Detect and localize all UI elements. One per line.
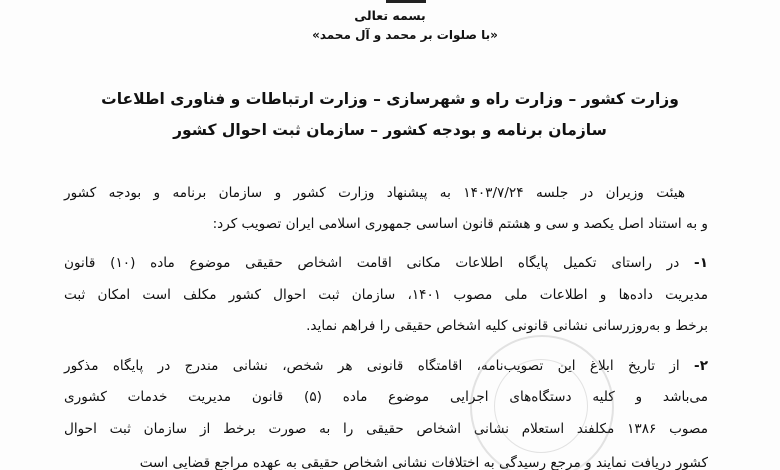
article-1-line-1	[64, 255, 708, 271]
invocation-heading: بسمه تعالی	[354, 8, 426, 23]
article-2-line-1	[64, 358, 708, 374]
article-2-line-2: می‌باشد و کلیه دستگاه‌های اجرایی موضوع ماده (۵) قانون مدیریت خدمات کشوری	[64, 389, 708, 405]
preamble-line-1: هیئت وزیران در جلسه ۱۴۰۳/۷/۲۴ به پیشنهاد وزارت کشور و سازمان برنامه و بودجه کشور	[64, 185, 685, 201]
addressee-line-1: وزارت کشور – وزارت راه و شهرسازی – وزارت ارتباطات و فناوری اطلاعات	[101, 90, 679, 108]
article-2-line-4: کشور دریافت نمایند و مرجع رسیدگی به اختلافات نشانی اشخاص حقیقی به عهده مراجع قضایی است	[139, 455, 708, 470]
article-1-number: ۱-	[694, 255, 709, 271]
article-2-number: ۲-	[694, 358, 708, 374]
article-1-line-2: مدیریت داده‌ها و اطلاعات ملی مصوب ۱۴۰۱، سازمان ثبت احوال کشور مکلف است امکان ثبت	[64, 287, 708, 303]
addressee-line-2: سازمان برنامه و بودجه کشور – سازمان ثبت احوال کشور	[173, 121, 607, 139]
article-2-line-3: مصوب ۱۳۸۶ مکلفند استعلام نشانی اشخاص حقیقی را به صورت برخط از سازمان ثبت احوال	[64, 421, 708, 437]
article-1-line-3: برخط و به‌روزرسانی نشانی قانونی کلیه اشخاص حقیقی را فراهم نماید.	[306, 318, 708, 334]
header-rule	[386, 0, 426, 3]
preamble-line-2: و به استناد اصل یکصد و سی و هشتم قانون اساسی جمهوری اسلامی ایران تصویب کرد:	[212, 216, 708, 232]
article-2-text-1: از تاریخ ابلاغ این تصویب‌نامه، اقامتگاه قانونی هر شخص، نشانی مندرج در پایگاه مذکور	[64, 358, 695, 374]
article-1-text-1: در راستای تکمیل پایگاه اطلاعات مکانی اقامت اشخاص حقیقی موضوع ماده (۱۰) قانون	[64, 255, 695, 271]
salawat-line: «با صلوات بر محمد و آل محمد»	[312, 28, 498, 42]
